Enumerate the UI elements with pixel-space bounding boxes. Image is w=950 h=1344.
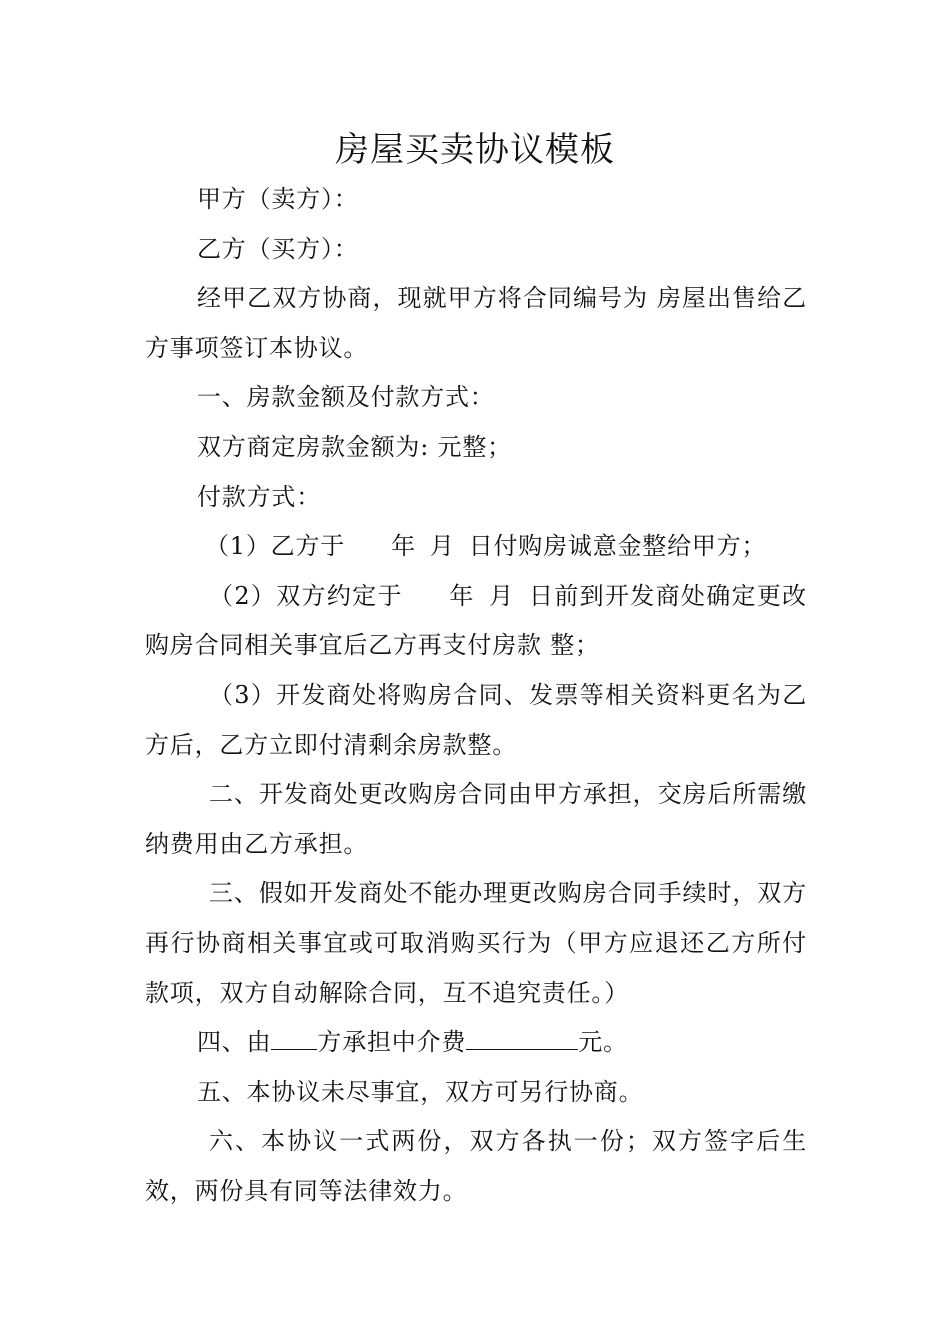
item-1-month: 月	[429, 532, 455, 561]
section-6-paragraph: 六、本协议一式两份，双方各执一份；双方签字后生效，两份具有同等法律效力。	[145, 1127, 807, 1205]
item-1-year: 年	[391, 532, 416, 561]
party-a-line: 甲方（卖方）：	[197, 185, 359, 213]
intro-paragraph: 经甲乙双方协商，现就甲方将合同编号为 房屋出售给乙方事项签订本协议。	[145, 284, 807, 362]
section-2-paragraph: 二、开发商处更改购房合同由甲方承担，交房后所需缴纳费用由乙方承担。	[145, 780, 807, 858]
section-1-item-3: （3）开发商处将购房合同、发票等相关资料更名为乙方后，乙方立即付清剩余房款整。	[145, 680, 807, 759]
section-4-paragraph	[145, 1018, 807, 1068]
document-body	[145, 175, 807, 1216]
item-2-prefix: （2）双方约定于	[209, 581, 403, 610]
party-b-line: 乙方（买方）：	[197, 234, 359, 263]
section-4-part-3: 元。	[578, 1028, 628, 1057]
section-4-part-2: 方承担中介费	[317, 1028, 467, 1057]
section-1-item-2	[145, 572, 807, 671]
payer-blank	[271, 1027, 317, 1050]
fee-blank	[466, 1027, 578, 1050]
item-1-prefix: （1）乙方于	[205, 532, 346, 561]
item-2-month: 月	[488, 581, 515, 610]
section-1-amount: 双方商定房款金额为: 元整；	[197, 432, 512, 461]
item-2-year: 年	[448, 581, 475, 610]
item-2-rest: 日前到开发商处确定更改购房合同相关事宜后乙方再支付房款 整；	[145, 581, 807, 660]
section-1-item-1	[145, 522, 807, 572]
section-1-heading: 一、房款金额及付款方式：	[197, 383, 495, 412]
section-3-paragraph: 三、假如开发商处不能办理更改购房合同手续时，双方再行协商相关事宜或可取消购买行为（甲方应退还乙方所付款项，双方自动解除合同，互不追究责任。）	[145, 879, 807, 1007]
section-5-paragraph: 五、本协议未尽事宜，双方可另行协商。	[197, 1077, 644, 1106]
section-1-method: 付款方式：	[197, 482, 321, 511]
item-1-rest: 日付购房诚意金整给甲方；	[468, 532, 767, 561]
section-4-part-1: 四、由	[197, 1028, 272, 1057]
document-title: 房屋买卖协议模板	[335, 130, 615, 170]
